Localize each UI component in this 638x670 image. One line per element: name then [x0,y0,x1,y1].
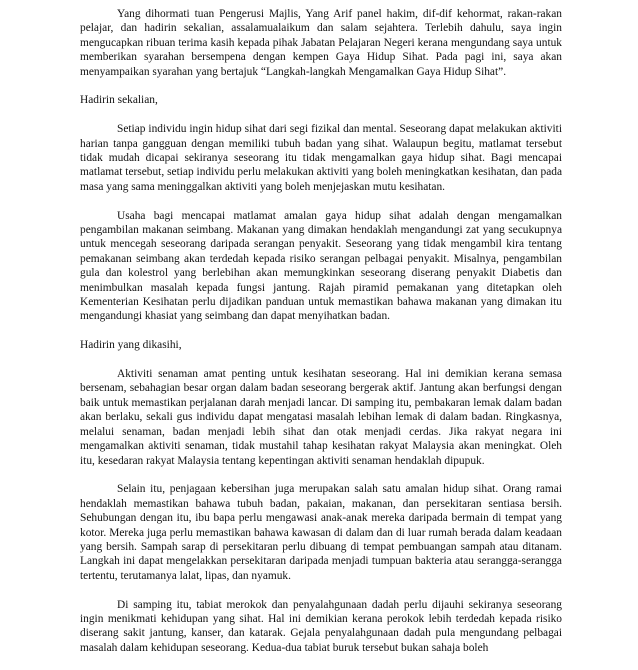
paragraph-opening: Yang dihormati tuan Pengerusi Majlis, Yang Arif panel hakim, dif-dif kehormat, rakan-rakan pelajar, dan hadirin sekalian, assalamualaikum dan salam sejahtera. Terlebih dahulu, saya ingin mengucapkan ribuan terima kasih kepada pihak Jabatan Pelajaran Negeri kerana mengundang saya untuk memberikan syarahan bersempena dengan kempen Gaya Hidup Sihat. Pada pagi ini, saya akan menyampaikan syarahan yang bertajuk “Langkah-langkah Mengamalkan Gaya Hidup Sihat”. [80,8,562,78]
document-page [80,7,562,670]
salutation-hadirin-sekalian: Hadirin sekalian, [80,94,158,107]
paragraph-cleanliness: Selain itu, penjagaan kebersihan juga merupakan salah satu amalan hidup sihat. Orang ramai hendaklah memastikan bahawa tubuh badan, pakaian, makanan, dan persekitaran sentiasa bersih. Sehubungan dengan itu, ibu bapa perlu mengawasi anak-anak mereka daripada bermain di tempat yang kotor. Mereka juga perlu memastikan bahawa kawasan di dalam dan di luar rumah berada dalam keadaan yang bersih. Sampah sarap di persekitaran perlu dibuang di tempat pembuangan sampah atau ditanam. Langkah ini dapat mengelakkan persekitaran daripada menjadi tumpuan bakteria atau serangga-serangga tertentu, terutamanya lalat, lipas, dan nyamuk. [80,483,562,582]
paragraph-smoking-drugs: Di samping itu, tabiat merokok dan penyalahgunaan dadah perlu dijauhi sekiranya seseorang ingin menikmati kehidupan yang sihat. Hal ini demikian kerana perokok lebih terdedah kepada risiko diserang sakit jantung, kanser, dan katarak. Gejala penyalahgunaan dadah pula mengundang pelbagai masalah dalam kehidupan seseorang. Kedua-dua tabiat buruk tersebut bukan sahaja boleh [80,598,562,654]
paragraph-exercise: Aktiviti senaman amat penting untuk kesihatan seseorang. Hal ini demikian kerana semasa bersenam, sebahagian besar organ dalam badan seseorang bergerak aktif. Jantung akan berfungsi dengan baik untuk memastikan perjalanan darah menjadi lancar. Di samping itu, pembakaran lemak dalam badan akan berlaku, sekali gus individu dapat mengatasi masalah lebihan lemak di dalam badan. Ringkasnya, melalui senaman, badan menjadi lebih sihat dan otak menjadi cerdas. Jika rakyat negara ini mengamalkan aktiviti senaman, tidak mustahil tahap kesihatan rakyat Malaysia akan meningkat. Oleh itu, kesedaran rakyat Malaysia tentang kepentingan aktiviti senaman hendaklah dipupuk. [80,368,562,467]
paragraph-balanced-diet: Usaha bagi mencapai matlamat amalan gaya hidup sihat adalah dengan mengamalkan pengambilan makanan seimbang. Makanan yang dimakan hendaklah mengandungi zat yang secukupnya untuk mencegah seseorang daripada serangan penyakit. Seseorang yang tidak mengambil kira tentang pemakanan seimbang akan terdedah kepada risiko serangan pelbagai penyakit. Misalnya, pengambilan gula dan kolestrol yang berlebihan akan memungkinkan seseorang diserang penyakit Diabetis dan menimbulkan masalah kepada fungsi jantung. Rajah piramid pemakanan yang ditetapkan oleh Kementerian Kesihatan perlu dijadikan panduan untuk memastikan bahawa makanan yang dimakan itu mengandungi khasiat yang seimbang dan dapat menyihatkan badan. [80,209,562,323]
paragraph-healthy-life: Setiap individu ingin hidup sihat dari segi fizikal dan mental. Seseorang dapat melakukan aktiviti harian tanpa gangguan dengan memiliki tubuh badan yang sihat. Walaupun begitu, matlamat tersebut tidak mudah dicapai sekiranya seseorang itu tidak mengamalkan gaya hidup sihat. Bagi mencapai matlamat tersebut, setiap individu perlu melakukan aktiviti yang boleh meningkatkan kesihatan, dan pada masa yang sama meninggalkan aktiviti yang boleh menjejaskan mutu kesihatan. [80,123,562,193]
salutation-hadirin-dikasihi: Hadirin yang dikasihi, [80,339,182,352]
